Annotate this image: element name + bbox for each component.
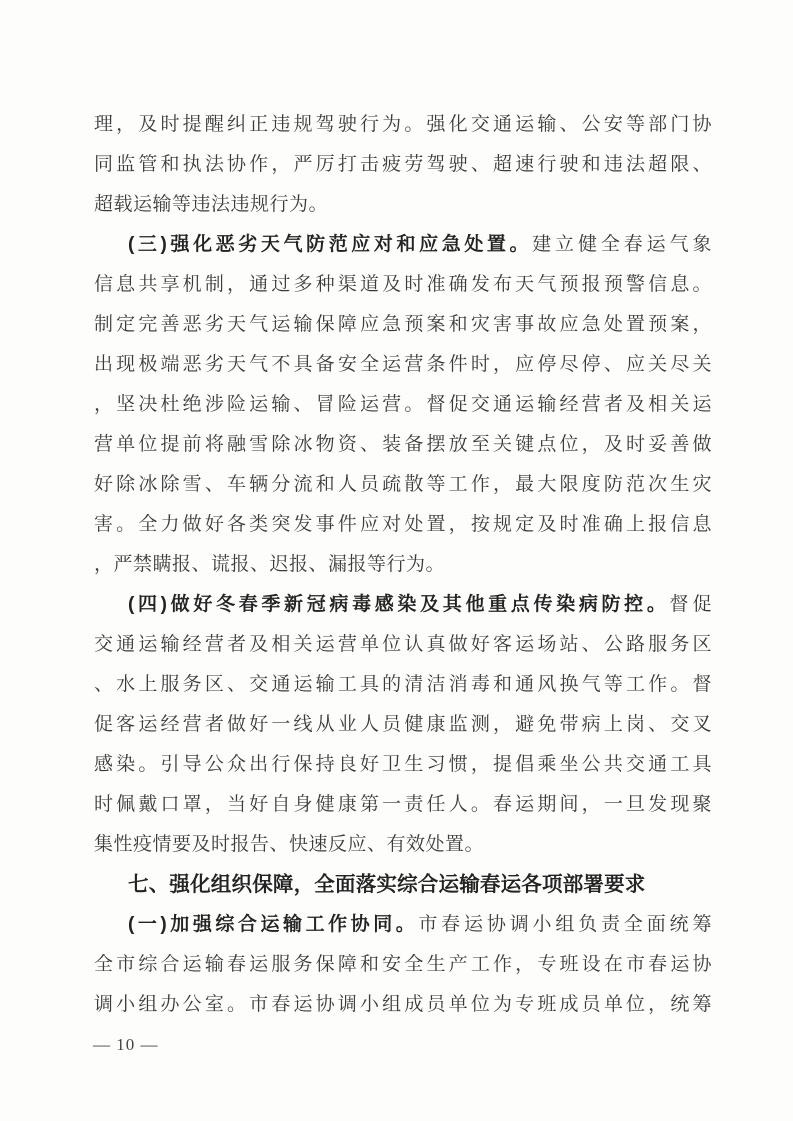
text-line [94, 665, 712, 705]
text-run: 市春运协调小组负责全面统筹 [418, 914, 712, 935]
text-line [94, 745, 712, 785]
text-run: 害。全力做好各类突发事件应对处置，按规定及时准确上报信息 [94, 514, 712, 535]
text-line [94, 225, 712, 265]
text-line [94, 265, 712, 305]
text-line [94, 385, 712, 425]
text-run: 信息共享机制，通过多种渠道及时准确发布天气预报预警信息。 [94, 274, 712, 295]
text-line [94, 785, 712, 825]
text-run: 全市综合运输春运服务保障和安全生产工作，专班设在市春运协 [94, 954, 712, 975]
text-line [94, 345, 712, 385]
text-run: 调小组办公室。市春运协调小组成员单位为专班成员单位，统筹 [94, 994, 712, 1015]
text-run: 建立健全春运气象 [532, 234, 712, 255]
bold-run: (三)强化恶劣天气防范应对和应急处置。 [128, 234, 533, 255]
text-line [94, 825, 712, 865]
text-line [94, 185, 712, 225]
section-heading [94, 865, 712, 905]
text-run: 感染。引导公众出行保持良好卫生习惯，提倡乘坐公共交通工具 [94, 754, 712, 775]
text-line [94, 905, 712, 945]
text-line [94, 465, 712, 505]
bold-run: (一)加强综合运输工作协同。 [128, 914, 419, 935]
text-run: 营单位提前将融雪除冰物资、装备摆放至关键点位，及时妥善做 [94, 434, 712, 455]
text-run: 时佩戴口罩，当好自身健康第一责任人。春运期间，一旦发现聚 [94, 794, 712, 815]
text-line [94, 705, 712, 745]
text-run: 、水上服务区、交通运输工具的清洁消毒和通风换气等工作。督 [94, 674, 712, 695]
text-line [94, 545, 712, 585]
text-line [94, 945, 712, 985]
text-line [94, 305, 712, 345]
text-run: 理，及时提醒纠正违规驾驶行为。强化交通运输、公安等部门协 [94, 114, 712, 135]
page-number: — 10 — [93, 1035, 159, 1054]
text-run: 交通运输经营者及相关运营单位认真做好客运场站、公路服务区 [94, 634, 712, 655]
text-run: 促客运经营者做好一线从业人员健康监测，避免带病上岗、交叉 [94, 714, 712, 735]
text-run: ，严禁瞒报、谎报、迟报、漏报等行为。 [94, 554, 446, 575]
text-run: 集性疫情要及时报告、快速反应、有效处置。 [94, 834, 485, 855]
bold-run: (四)做好冬春季新冠病毒感染及其他重点传染病防控。 [128, 594, 670, 615]
text-run: 出现极端恶劣天气不具备安全运营条件时，应停尽停、应关尽关 [94, 354, 712, 375]
text-block [94, 0, 712, 1025]
text-run: ，坚决杜绝涉险运输、冒险运营。督促交通运输经营者及相关运 [94, 394, 712, 415]
text-line [94, 625, 712, 665]
text-run: 好除冰除雪、车辆分流和人员疏散等工作，最大限度防范次生灾 [94, 474, 712, 495]
text-run: 同监管和执法协作，严厉打击疲劳驾驶、超速行驶和违法超限、 [94, 154, 712, 175]
text-line [94, 985, 712, 1025]
text-line [94, 145, 712, 185]
text-line [94, 505, 712, 545]
text-run: 督促 [669, 594, 712, 615]
bold-run: 七、强化组织保障，全面落实综合运输春运各项部署要求 [128, 873, 646, 896]
text-run: 超载运输等违法违规行为。 [94, 194, 329, 215]
text-run: 制定完善恶劣天气运输保障应急预案和灾害事故应急处置预案， [94, 314, 712, 335]
text-line [94, 585, 712, 625]
text-line [94, 105, 712, 145]
text-line [94, 425, 712, 465]
